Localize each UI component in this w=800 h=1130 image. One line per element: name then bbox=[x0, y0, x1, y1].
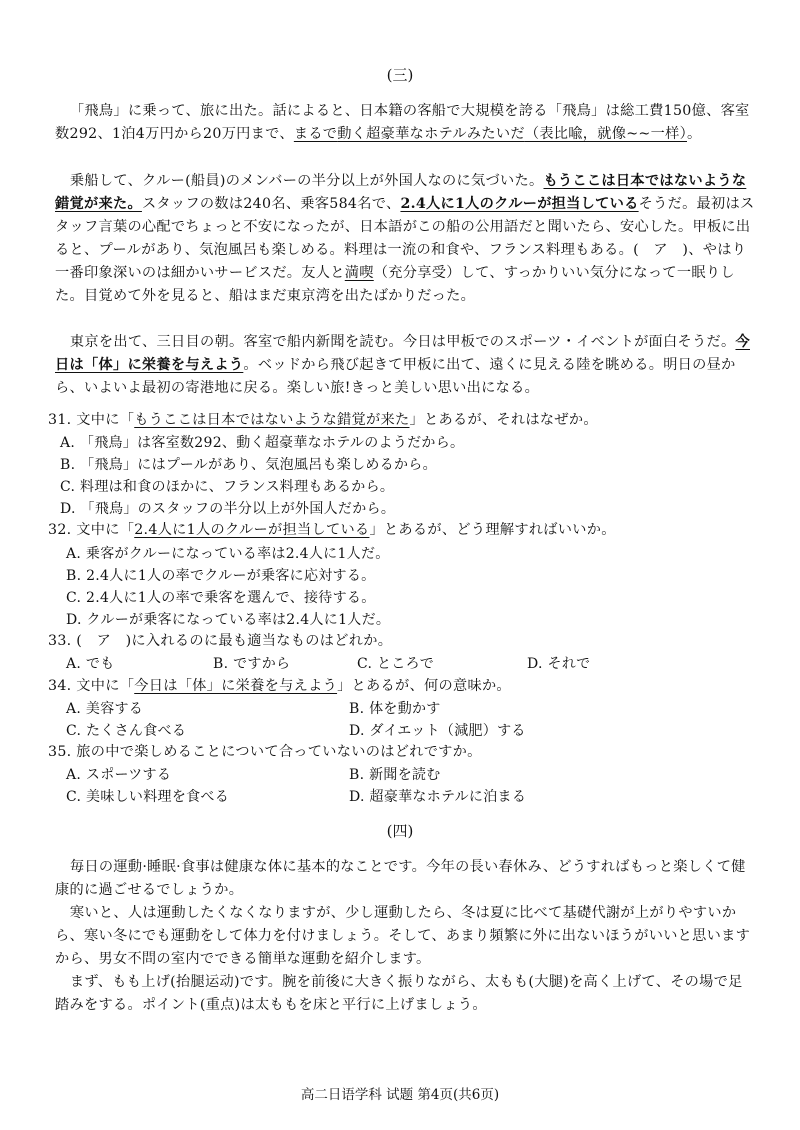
section-4-paragraph-1: 毎日の運動·睡眠·食事は健康な体に基本的なことです。今年の長い春休み、どうすればもっと楽しくて健康的に過ごせるでしょうか。 bbox=[55, 859, 746, 898]
q34-option-b: B. 体を動かす bbox=[349, 701, 441, 717]
section-4-title: (四) bbox=[386, 822, 414, 840]
q31-option-a: A. 「飛鳥」は客室数292、動く超豪華なホテルのようだから。 bbox=[60, 435, 465, 451]
question-34: 34. 文中に「今日は「体」に栄養を与えよう」とあるが、何の意味か。 bbox=[48, 678, 511, 694]
q31-option-c: C. 料理は和食のほかに、フランス料理もあるから。 bbox=[60, 479, 395, 495]
q33-option-c: C. ところで bbox=[357, 656, 435, 672]
q32-option-b: B. 2.4人に1人の率でクルーが乗客に応対する。 bbox=[66, 568, 376, 584]
blank-a: ( ア ) bbox=[633, 242, 689, 258]
q33-option-b: B. ですから bbox=[213, 656, 291, 672]
section-4-paragraph-2: 寒いと、人は運動したくなくなりますが、少し運動したら、冬は夏に比べて基礎代謝が上がりやすいから、寒い冬にでも運動をして体力を付けましょう。そして、あまり頻繁に外に出ないほうがいいと思いますから、男女不問の室内でできる簡単な運動を紹介します。 bbox=[55, 905, 751, 967]
q34-option-d: D. ダイエット（減肥）する bbox=[349, 723, 526, 739]
q32-option-d: D. クルーが乗客になっている率は2.4人に1人だ。 bbox=[66, 612, 391, 628]
q34-option-a: A. 美容する bbox=[66, 701, 144, 717]
question-32: 32. 文中に「2.4人に1人のクルーが担当している」とあるが、どう理解すればいいか。 bbox=[48, 522, 616, 538]
q32-option-a: A. 乗客がクルーになっている率は2.4人に1人だ。 bbox=[66, 546, 390, 562]
section-3-paragraph-1: 「飛鳥」に乗って、旅に出た。話によると、日本籍の客船で大規模を誇る「飛鳥」は総工費150億、客室数292、1泊4万円から20万円まで、まるで動く超豪華なホテルみたいだ（表比喩，就像~~一样）。 bbox=[55, 103, 750, 142]
section-3-paragraph-3: 東京を出て、三日目の朝。客室で船内新聞を読む。今日は甲板でのスポーツ・イベントが面白そうだ。今日は「体」に栄養を与えよう。ベッドから飛び起きて甲板に出て、遠くに見える陸を眺める。明日の昼から、いよいよ最初の寄港地に戻る。楽しい旅!きっと美しい思い出になる。 bbox=[55, 334, 750, 396]
q34-option-c: C. たくさん食べる bbox=[66, 723, 187, 739]
q35-option-a: A. スポーツする bbox=[66, 767, 172, 783]
section-3-paragraph-2: 乗船して、クルー(船員)のメンバーの半分以上が外国人なのに気づいた。もうここは日本ではないような錯覚が来た。スタッフの数は240名、乗客584名で、2.4人に1人のクルーが担当しているそうだ。最初はスタッフ言葉の心配でちょっと不安になったが、日本語がこの船の公用語だと聞いたら、安心した。甲板に出ると、プールがあり、気泡風呂も楽しめる。料理は一流の和食や、フランス料理もある。( ア )、やはり一番印象深いのは細かいサービスだ。友人と満喫（充分享受）して、すっかりいい気分になって一眠りした。目覚めて外を見ると、船はまだ東京湾を出たばかりだった。 bbox=[55, 173, 755, 304]
q35-option-c: C. 美味しい料理を食べる bbox=[66, 789, 230, 805]
question-33: 33. ( ア )に入れるのに最も適当なものはどれか。 bbox=[48, 633, 393, 649]
q33-option-d: D. それで bbox=[527, 656, 591, 672]
section-4-paragraph-3: まず、もも上げ(抬腿运动)です。腕を前後に大きく振りながら、太もも(大腿)を高く上げて、その場で足踏みをする。ポイント(重点)は太ももを床と平行に上げましょう。 bbox=[55, 974, 743, 1013]
q35-option-d: D. 超豪華なホテルに泊まる bbox=[349, 789, 527, 805]
q35-option-b: B. 新聞を読む bbox=[349, 767, 441, 783]
question-35: 35. 旅の中で楽しめることについて合っていないのはどれですか。 bbox=[48, 744, 482, 760]
q31-option-b: B. 「飛鳥」にはプールがあり、気泡風呂も楽しめるから。 bbox=[60, 457, 437, 473]
question-31: 31. 文中に「もうここは日本ではないような錯覚が来た」とあるが、それはなぜか。 bbox=[48, 412, 598, 428]
q31-option-d: D. 「飛鳥」のスタッフの半分以上が外国人だから。 bbox=[60, 501, 396, 517]
q32-option-c: C. 2.4人に1人の率で乗客を選んで、接待する。 bbox=[66, 590, 376, 606]
section-3-title: (三) bbox=[386, 66, 414, 84]
q33-option-a: A. でも bbox=[66, 656, 115, 672]
page-footer: 高二日语学科 试题 第4页(共6页) bbox=[300, 1087, 500, 1103]
